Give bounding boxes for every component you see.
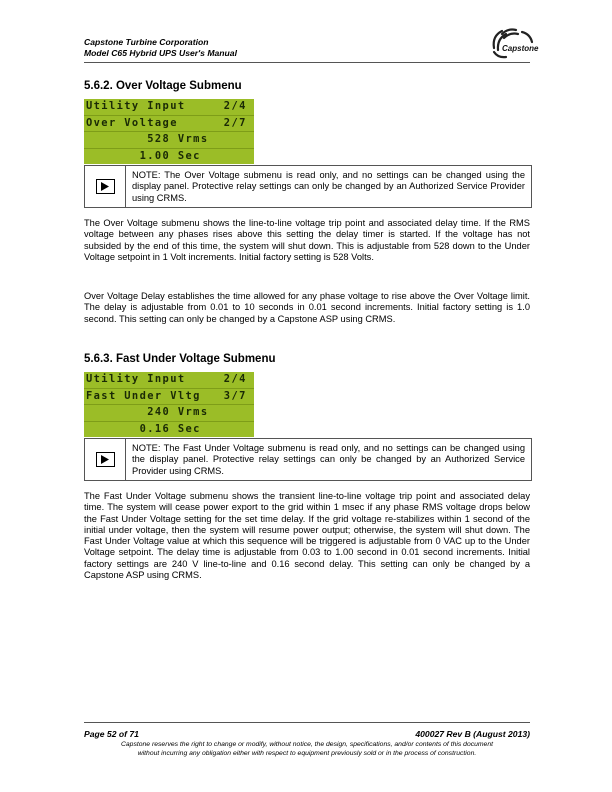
note-text: NOTE: The Fast Under Voltage submenu is read only, and no settings can be changed using the display panel. Protective relay settings can only be changed by an Authorized Service Provider using CRMS. — [132, 443, 525, 476]
note-box-over-voltage — [84, 165, 532, 208]
footer-divider — [84, 722, 530, 723]
lcd-line: 0.16 Sec — [86, 422, 201, 435]
section-heading-fast-under-voltage: 5.6.3. Fast Under Voltage Submenu — [84, 353, 276, 365]
note-box-fast-under-voltage — [84, 438, 532, 481]
note-text: NOTE: The Over Voltage submenu is read only, and no settings can be changed using the display panel. Protective relay settings can only be changed by an Authorized Service Provider using CRMS. — [132, 170, 525, 203]
document-revision: 400027 Rev B (August 2013) — [415, 729, 530, 739]
section-heading-over-voltage: 5.6.2. Over Voltage Submenu — [84, 80, 242, 92]
lcd-line: Fast Under Vltg 3/7 — [84, 389, 254, 406]
lcd-display-fast-under-voltage — [84, 372, 254, 437]
lcd-line: 1.00 Sec — [86, 149, 201, 162]
arrow-right-icon — [96, 179, 115, 194]
page-header — [84, 37, 237, 59]
paragraph: Over Voltage Delay establishes the time allowed for any phase voltage to rise above the Over Voltage limit. The delay is adjustable from 0.01 to 10 seconds in 0.01 second increments. Initial factory setting is 1.0 second. This setting can only be changed by a Capstone ASP using CRMS. — [84, 291, 530, 324]
footer-disclaimer — [84, 740, 530, 758]
lcd-line: 240 Vrms — [84, 405, 254, 422]
arrow-right-icon — [96, 452, 115, 467]
disclaimer-line: without incurring any obligation either with respect to equipment previously sold or in the process of construction. — [137, 750, 477, 757]
page-number: Page 52 of 71 — [84, 729, 139, 739]
lcd-line: 528 Vrms — [84, 132, 254, 149]
lcd-line: Utility Input 2/4 — [84, 372, 254, 389]
paragraph: The Fast Under Voltage submenu shows the transient line-to-line voltage trip point and associated delay time. The system will cease power export to the grid within 1 msec if any phase RMS voltage drops below the Fast Under Voltage setting for the set time delay. If the grid voltage re-stabilizes within 1 second of the initial under voltage, then the system will resume power output; otherwise, the system will shut down. The Fast Under Voltage value at which this sequence will be triggered is adjustable from 0 VAC up to the Under Voltage setpoint. The delay time is adjustable from 0.03 to 1.00 second in 0.01 second increments. Initial factory settings are 240 V line-to-line and 0.16 second delay. This setting can only be changed by a Capstone ASP using CRMS. — [84, 491, 530, 581]
header-company: Capstone Turbine Corporation — [84, 37, 209, 47]
lcd-line: Utility Input 2/4 — [84, 99, 254, 116]
paragraph: The Over Voltage submenu shows the line-to-line voltage trip point and associated delay time. If the RMS voltage between any phases rises above this setting the delay timer is started. If the voltage has not subsided by the end of this time, the system will shut down. This is adjustable from 528 down to the Under Voltage setpoint in 1 Volt increments. Initial factory setting is 528 Volts. — [84, 218, 530, 262]
lcd-line: Over Voltage 2/7 — [84, 116, 254, 133]
capstone-logo-icon — [488, 26, 539, 60]
header-manual: Model C65 Hybrid UPS User's Manual — [84, 48, 237, 58]
header-divider — [84, 62, 530, 63]
logo-text: Capstone — [502, 44, 539, 53]
lcd-display-over-voltage — [84, 99, 254, 164]
disclaimer-line: Capstone reserves the right to change or modify, without notice, the design, specifications, and/or contents of this document — [120, 741, 494, 748]
